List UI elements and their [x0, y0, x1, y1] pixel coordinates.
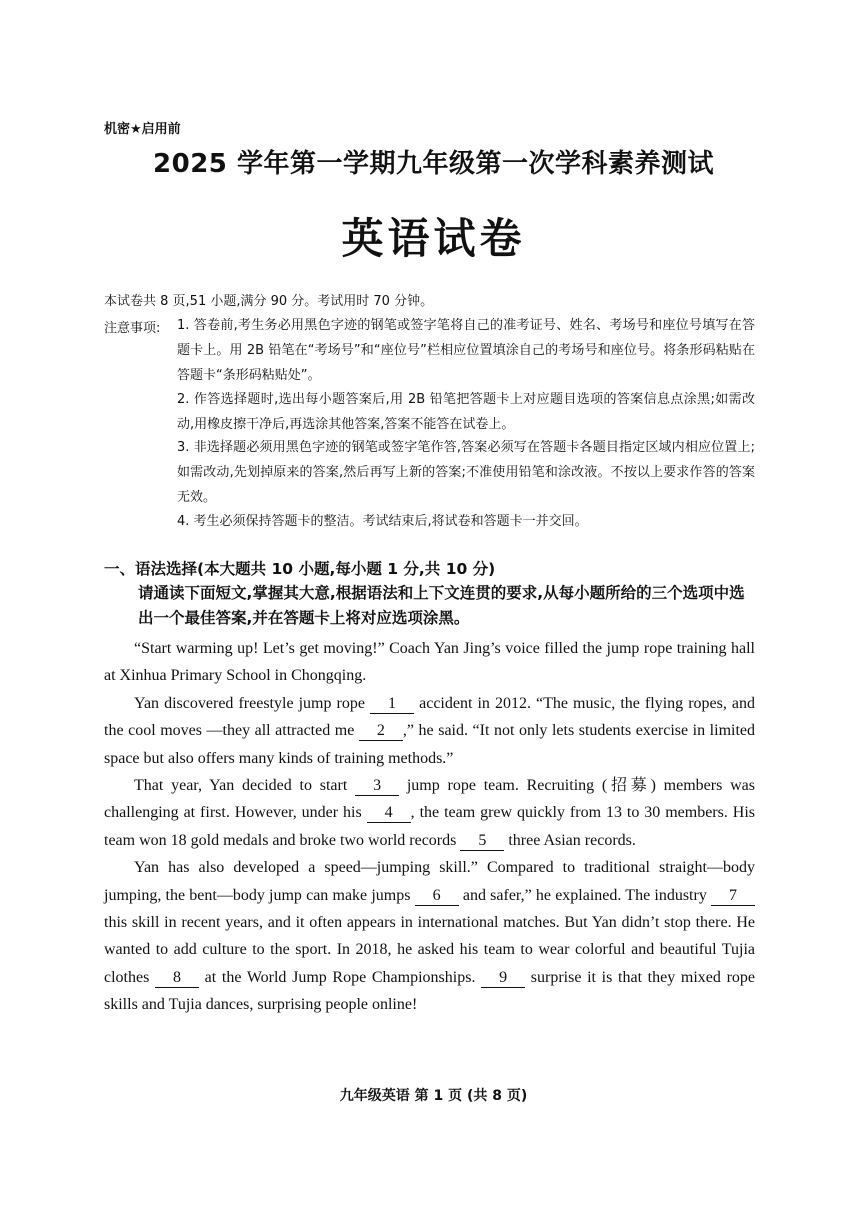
page-footer: 九年级英语 第 1 页 (共 8 页) [339, 1088, 528, 1104]
passage-text: Yan discovered freestyle jump rope [134, 694, 365, 712]
passage-paragraph [104, 772, 755, 854]
answer-blank-5: 5 [460, 832, 504, 851]
answer-blank-9: 9 [481, 969, 525, 988]
note-item: 1. 答卷前,考生务必用黑色字迹的钢笔或签字笔将自己的准考证号、姓名、考场号和座位号填写在答题卡上。用 2B 铅笔在“考场号”和“座位号”栏相应位置填涂自己的考场号和座位号。将条形码粘贴在答题卡“条形码粘贴处”。 [177, 318, 755, 383]
confidential-label: 机密★启用前 [104, 122, 181, 137]
passage-text: this skill in recent years, and it often appears in international matches. But Yan didn’t stop there. He wanted to add culture to the sport. In 2018, he asked his team to wear colorful and beautiful Tujia clothes [104, 914, 755, 986]
passage-text: , the team grew quickly from 13 to 30 members. His team won 18 gold medals and broke two world records [104, 804, 756, 849]
section-instruction: 请通读下面短文,掌握其大意,根据语法和上下文连贯的要求,从每小题所给的三个选项中选出一个最佳答案,并在答题卡上将对应选项涂黑。 [138, 584, 745, 627]
answer-blank-4: 4 [367, 804, 411, 823]
passage-text: accident in 2012. “The music, the flying ropes, and the cool moves —they all attracted me [104, 694, 756, 740]
answer-blank-2: 2 [359, 722, 403, 741]
passage-text: Yan has also developed a speed—jumping skill.” Compared to traditional straight—body jumping, the bent—body jump can make jumps [104, 859, 755, 904]
exam-info: 本试卷共 8 页,51 小题,满分 90 分。考试用时 70 分钟。 [104, 294, 434, 309]
passage-text: ,” he said. “It not only lets students exercise in limited space but also offers many kinds of training methods.” [104, 722, 756, 767]
answer-blank-7: 7 [711, 887, 755, 906]
passage-text: surprise it is that they mixed rope skills and Tujia dances, surprising people online! [104, 968, 755, 1014]
passage-text: at the World Jump Rope Championships. [204, 968, 476, 986]
section-heading: 一、语法选择(本大题共 10 小题,每小题 1 分,共 10 分) [104, 560, 496, 578]
passage-paragraph [104, 854, 755, 1018]
passage-paragraph [104, 690, 755, 772]
answer-blank-1: 1 [370, 695, 414, 714]
reading-passage [104, 635, 755, 1019]
note-item: 3. 非选择题必须用黑色字迹的钢笔或签字笔作答,答案必须写在答题卡各题目指定区域内相应位置上;如需改动,先划掉原来的答案,然后再写上新的答案;不准使用铅笔和涂改液。不按以上要求作答的答案无效。 [177, 440, 755, 505]
note-item: 2. 作答选择题时,选出每小题答案后,用 2B 铅笔把答题卡上对应题目选项的答案信息点涂黑;如需改动,用橡皮擦干净后,再选涂其他答案,答案不能答在试卷上。 [177, 392, 755, 432]
passage-text: three Asian records. [508, 831, 636, 849]
answer-blank-8: 8 [155, 969, 199, 988]
passage-text: and safer,” he explained. The industry [462, 886, 707, 904]
passage-text: “Start warming up! Let’s get moving!” Coach Yan Jing’s voice filled the jump rope training hall at Xinhua Primary School in Chongqing. [104, 640, 755, 685]
exam-title: 2025 学年第一学期九年级第一次学科素养测试 [153, 149, 714, 179]
notes-label: 注意事项: [104, 321, 161, 336]
note-item: 4. 考生必须保持答题卡的整洁。考试结束后,将试卷和答题卡一并交回。 [177, 514, 588, 529]
answer-blank-6: 6 [415, 887, 459, 906]
exam-subtitle: 英语试卷 [341, 214, 526, 263]
passage-paragraph [104, 635, 755, 690]
answer-blank-3: 3 [355, 777, 399, 796]
passage-text: That year, Yan decided to start [134, 777, 348, 795]
passage-text: jump rope team. Recruiting (招募) members was challenging at first. However, under his [104, 777, 755, 822]
